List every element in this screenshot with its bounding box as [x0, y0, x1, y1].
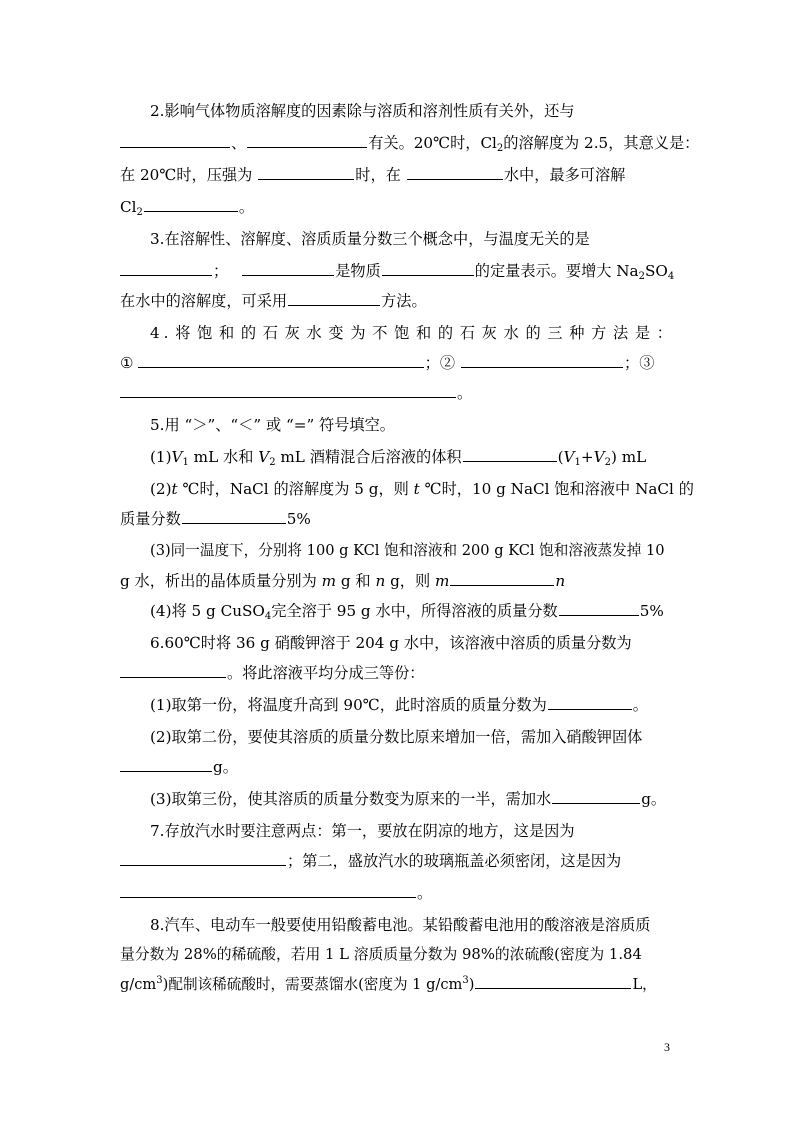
- q2-text: 时，在: [355, 166, 401, 184]
- q3-text: SO: [644, 262, 668, 280]
- q5-part-3-cont: [120, 570, 676, 592]
- q5-text: ℃时，NaCl 的溶解度为 5 g，则: [177, 480, 414, 498]
- q3-text: 3.在溶解性、溶解度、溶质质量分数三个概念中，与温度无关的是: [150, 230, 590, 248]
- q4-line-3: [120, 382, 676, 404]
- answer-blank[interactable]: [450, 571, 554, 586]
- answer-blank[interactable]: [475, 974, 631, 989]
- q5-text: ℃时，10 g NaCl 饱和溶液中 NaCl 的: [419, 480, 694, 498]
- answer-blank[interactable]: [382, 261, 474, 276]
- q4-text: ；③: [624, 354, 655, 372]
- subscript: 4: [264, 611, 272, 622]
- q5-part-4: [150, 600, 676, 622]
- q8-text: )配制该稀硫酸时，需要蒸馏水(密度为 1 g/cm: [162, 976, 463, 993]
- variable: n: [375, 572, 386, 590]
- q5-text: (4)将 5 g CuSO: [150, 602, 265, 620]
- answer-blank[interactable]: [288, 291, 380, 306]
- q8-text: 8.汽车、电动车一般要使用铅酸蓄电池。某铅酸蓄电池用的酸溶液是溶质质: [150, 916, 651, 934]
- q3-text: ；: [213, 262, 229, 280]
- q8-text: ): [468, 976, 475, 993]
- q5-text: mL 水和: [188, 448, 259, 466]
- subscript: 2: [136, 207, 143, 218]
- q2-text: 。: [238, 198, 255, 216]
- q7-line-2: [120, 850, 676, 872]
- answer-blank[interactable]: [552, 789, 640, 804]
- answer-blank[interactable]: [120, 757, 212, 772]
- q5-text: (1): [150, 448, 172, 466]
- q2-text: 的溶解度为 2.5，其意义是：: [503, 134, 700, 152]
- q4-line-1: [150, 322, 676, 344]
- q5-intro: [150, 414, 676, 436]
- answer-blank[interactable]: [144, 197, 238, 212]
- q8-line-3: [120, 974, 676, 996]
- subscript: 4: [667, 271, 675, 282]
- subscript: 2: [496, 143, 504, 154]
- q6-part-2-cont: [120, 756, 676, 778]
- q5-text: 5%: [286, 510, 311, 528]
- variable: V: [171, 448, 183, 466]
- q5-text: g 水，析出的晶体质量分别为: [120, 572, 322, 590]
- superscript: 3: [156, 975, 163, 986]
- q6-text: g。: [213, 758, 238, 776]
- q4-line-2: [120, 352, 676, 374]
- q6-text: 6.60℃时将 36 g 硝酸钾溶于 204 g 水中，该溶液中溶质的质量分数为: [150, 634, 632, 652]
- q5-text: g，则: [385, 572, 436, 590]
- q6-text: (3)取第三份，使其溶质的质量分数变为原来的一半，需加水: [150, 790, 552, 808]
- q2-line-3: [120, 164, 676, 186]
- q6-text: g。: [641, 790, 667, 808]
- q5-text: (3)同一温度下，分别将 100 g KCl 饱和溶液和 200 g KCl 饱和溶液蒸发掉 10: [150, 542, 665, 559]
- q7-line-1: [150, 820, 676, 842]
- q8-text: g/cm: [120, 976, 157, 993]
- q5-text: mL 酒精混合后溶液的体积: [275, 448, 462, 466]
- q3-line-1: [150, 228, 676, 250]
- q4-text: 4.将饱和的石灰水变为不饱和的石灰水的三种方法是：: [150, 324, 676, 342]
- q7-text: ；第二，盛放汽水的玻璃瓶盖必须密闭，这是因为: [287, 852, 622, 870]
- answer-blank[interactable]: [120, 663, 226, 678]
- answer-blank[interactable]: [548, 695, 632, 710]
- q4-text: ；②: [424, 354, 455, 372]
- q6-part-3: [150, 788, 676, 810]
- variable: t: [171, 480, 178, 498]
- q5-text: 5%: [639, 602, 664, 620]
- q5-part-1: [150, 446, 676, 468]
- variable: m: [321, 572, 337, 590]
- q5-text: 完全溶于 95 g 水中，所得溶液的质量分数: [271, 602, 558, 620]
- q5-part-2: [150, 478, 694, 500]
- q2-line-4: [120, 196, 676, 218]
- q5-text: 质量分数: [120, 510, 181, 528]
- q5-part-2-cont: [120, 508, 676, 530]
- q5-text: (: [557, 448, 564, 466]
- q5-text: g 和: [336, 572, 376, 590]
- q3-line-2: [120, 260, 676, 282]
- subscript: 2: [638, 271, 645, 282]
- q6-text: (1)取第一份，将温度升高到 90℃，此时溶质的质量分数为: [150, 696, 547, 714]
- variable: t: [413, 480, 420, 498]
- answer-blank[interactable]: [461, 353, 623, 368]
- q7-text: 。: [417, 884, 433, 902]
- q8-line-2: [120, 944, 676, 966]
- q8-text: L，: [632, 976, 657, 993]
- q3-text: 是物质: [335, 262, 381, 280]
- q6-part-2: [150, 726, 676, 748]
- q6-part-1: [150, 694, 676, 716]
- q6-text: 。: [632, 696, 648, 714]
- page-number: 3: [664, 1040, 670, 1054]
- subscript: 1: [182, 457, 189, 468]
- answer-blank[interactable]: [559, 601, 639, 616]
- answer-blank[interactable]: [407, 165, 503, 180]
- answer-blank[interactable]: [120, 261, 212, 276]
- q2-text: 有关。20℃时，Cl: [368, 134, 497, 152]
- answer-blank[interactable]: [258, 165, 354, 180]
- subscript: 2: [604, 457, 611, 468]
- answer-blank[interactable]: [138, 353, 424, 368]
- variable: n: [555, 572, 566, 590]
- q6-line-1: [150, 632, 676, 654]
- q2-text: 水中，最多可溶解: [503, 166, 626, 184]
- q5-text: +: [580, 448, 594, 466]
- variable: V: [593, 448, 605, 466]
- variable: m: [435, 572, 450, 590]
- answer-blank[interactable]: [120, 383, 456, 398]
- q5-text: (2): [150, 480, 172, 498]
- q3-text: 在水中的溶解度，可采用: [120, 292, 288, 310]
- answer-blank[interactable]: [120, 851, 286, 866]
- variable: V: [258, 448, 270, 466]
- q5-text: 5.用 “＞”、“＜” 或 “=” 符号填空。: [150, 416, 395, 434]
- q5-text: ) mL: [610, 448, 647, 466]
- answer-blank[interactable]: [247, 133, 367, 148]
- q3-text: 方法。: [381, 292, 427, 310]
- q3-line-3: [120, 290, 676, 312]
- q4-text: 。: [457, 384, 473, 402]
- superscript: 3: [462, 975, 469, 986]
- answer-blank[interactable]: [463, 447, 557, 462]
- q7-line-3: [120, 882, 676, 904]
- q8-line-1: [150, 914, 676, 936]
- q6-line-2: [120, 662, 676, 684]
- q3-text: 的定量表示。要增大 Na: [474, 262, 639, 280]
- q2-line-1: [150, 100, 676, 122]
- q6-text: 。将此溶液平均分成三等份：: [227, 664, 425, 682]
- answer-blank[interactable]: [182, 509, 286, 524]
- q7-text: 7.存放汽水时要注意两点：第一，要放在阴凉的地方，这是因为: [150, 822, 575, 840]
- variable: V: [563, 448, 575, 466]
- answer-blank[interactable]: [120, 883, 416, 898]
- answer-blank[interactable]: [242, 261, 334, 276]
- q2-text: 在 20℃时，压强为: [120, 166, 253, 184]
- q8-text: 量分数为 28%的稀硫酸，若用 1 L 溶质质量分数为 98%的浓硫酸(密度为 1.84: [120, 946, 642, 963]
- q5-part-3: [150, 540, 676, 562]
- answer-blank[interactable]: [120, 133, 230, 148]
- subscript: 1: [574, 457, 581, 468]
- q6-text: (2)取第二份，要使其溶质的质量分数比原来增加一倍，需加入硝酸钾固体: [150, 728, 643, 746]
- q2-line-2: [120, 132, 700, 154]
- q2-text: 2.影响气体物质溶解度的因素除与溶质和溶剂性质有关外，还与: [150, 102, 575, 120]
- q4-text: ①: [120, 354, 134, 372]
- q2-text: Cl: [120, 198, 137, 216]
- subscript: 2: [269, 457, 276, 468]
- q2-text: 、: [231, 134, 247, 152]
